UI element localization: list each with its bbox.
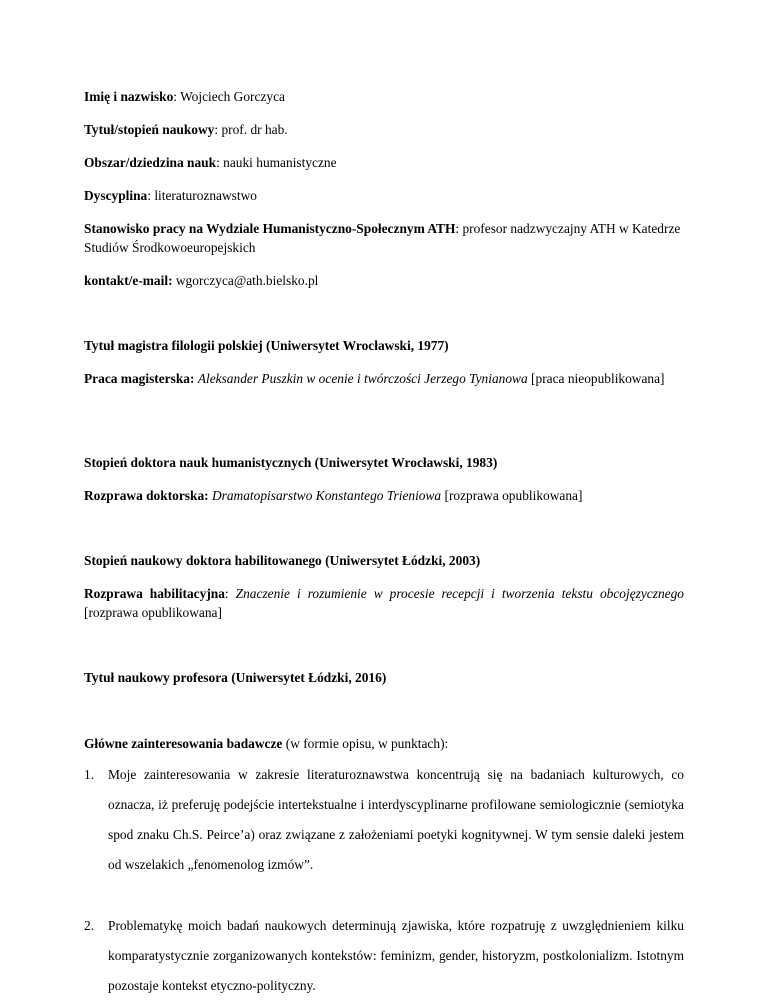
title-label: Tytuł/stopień naukowy: [84, 122, 215, 137]
area-field: Obszar/dziedzina nauk: nauki humanistyczne: [84, 155, 337, 170]
contact-label: kontakt/e-mail:: [84, 273, 173, 288]
doctorate-thesis-label: Rozprawa doktorska:: [84, 488, 209, 503]
habilitation-thesis-label: Rozprawa habilitacyjna: [84, 586, 225, 601]
interest-item-text: Problematykę moich badań naukowych determinują zjawiska, które rozpatruję z uwzględnieniem kilku komparatystycznie zorganizowanych kontekstów: feminizm, gender, historyzm, postkolonializm. Istotnym pozostaje kontekst etyczno-polityczny.: [108, 918, 684, 993]
interest-item-1: [84, 760, 684, 880]
professor-heading: Tytuł naukowy profesora (Uniwersytet Łódzki, 2016): [84, 670, 387, 685]
name-field: Imię i nazwisko: Wojciech Gorczyca: [84, 89, 285, 104]
name-value: Wojciech Gorczyca: [180, 89, 285, 104]
masters-thesis-title: Aleksander Puszkin w ocenie i twórczości Jerzego Tynianowa: [197, 371, 528, 386]
discipline-value: literaturoznawstwo: [154, 188, 257, 203]
masters-thesis: [84, 369, 684, 388]
position-label: Stanowisko pracy na Wydziale Humanistyczno-Społecznym ATH: [84, 221, 456, 236]
doctorate-thesis: [84, 486, 684, 505]
doctorate-thesis-note: [rozprawa opublikowana]: [444, 488, 583, 503]
habilitation-thesis-note: [rozprawa opublikowana]: [84, 605, 222, 620]
name-label: Imię i nazwisko: [84, 89, 174, 104]
area-value: nauki humanistyczne: [223, 155, 337, 170]
masters-heading: Tytuł magistra filologii polskiej (Uniwersytet Wrocławski, 1977): [84, 338, 449, 353]
masters-thesis-note: [praca nieopublikowana]: [531, 371, 665, 386]
contact-email: wgorczyca@ath.bielsko.pl: [175, 273, 319, 288]
position-field: Stanowisko pracy na Wydziale Humanistyczno-Społecznym ATH: profesor nadzwyczajny ATH w Katedrze Studiów Środkowoeuropejskich: [84, 221, 681, 255]
interest-item-text: Moje zainteresowania w zakresie literaturoznawstwa koncentrują się na badaniach kulturowych, co oznacza, iż preferuję podejście intertekstualne i interdyscyplinarne profilowane semiologicznie (semiotyka spod znaku Ch.S. Peirce’a) oraz związane z założeniami poetyki kognitywnej. W tym sensie daleki jestem od wszelakich „fenomenolog izmów”.: [108, 767, 684, 872]
doctorate-thesis-title: Dramatopisarstwo Konstantego Trieniowa: [211, 488, 442, 503]
interests-heading: [84, 734, 684, 753]
interest-item-number: 1.: [84, 767, 95, 782]
discipline-field: Dyscyplina: literaturoznawstwo: [84, 188, 257, 203]
contact-field: [84, 271, 684, 290]
title-field: Tytuł/stopień naukowy: prof. dr hab.: [84, 122, 288, 137]
doctorate-heading: Stopień doktora nauk humanistycznych (Uniwersytet Wrocławski, 1983): [84, 455, 498, 470]
habilitation-thesis: Rozprawa habilitacyjna: Znaczenie i rozumienie w procesie recepcji i tworzenia tekstu obcojęzycznego [rozprawa opublikowana]: [84, 586, 684, 620]
interests-label-note: (w formie opisu, w punktach):: [285, 736, 449, 751]
area-label: Obszar/dziedzina nauk: [84, 155, 217, 170]
masters-thesis-label: Praca magisterska:: [84, 371, 195, 386]
interest-item-number: 2.: [84, 918, 95, 933]
interests-label: Główne zainteresowania badawcze: [84, 736, 283, 751]
position-value: profesor nadzwyczajny ATH w Katedrze Studiów Środkowoeuropejskich: [84, 221, 681, 255]
habilitation-thesis-title: Znaczenie i rozumienie w procesie recepcji i tworzenia tekstu obcojęzycznego: [235, 586, 684, 601]
discipline-label: Dyscyplina: [84, 188, 148, 203]
interest-item-2: [84, 911, 684, 1001]
habilitation-heading: Stopień naukowy doktora habilitowanego (Uniwersytet Łódzki, 2003): [84, 553, 481, 568]
title-value: prof. dr hab.: [221, 122, 288, 137]
